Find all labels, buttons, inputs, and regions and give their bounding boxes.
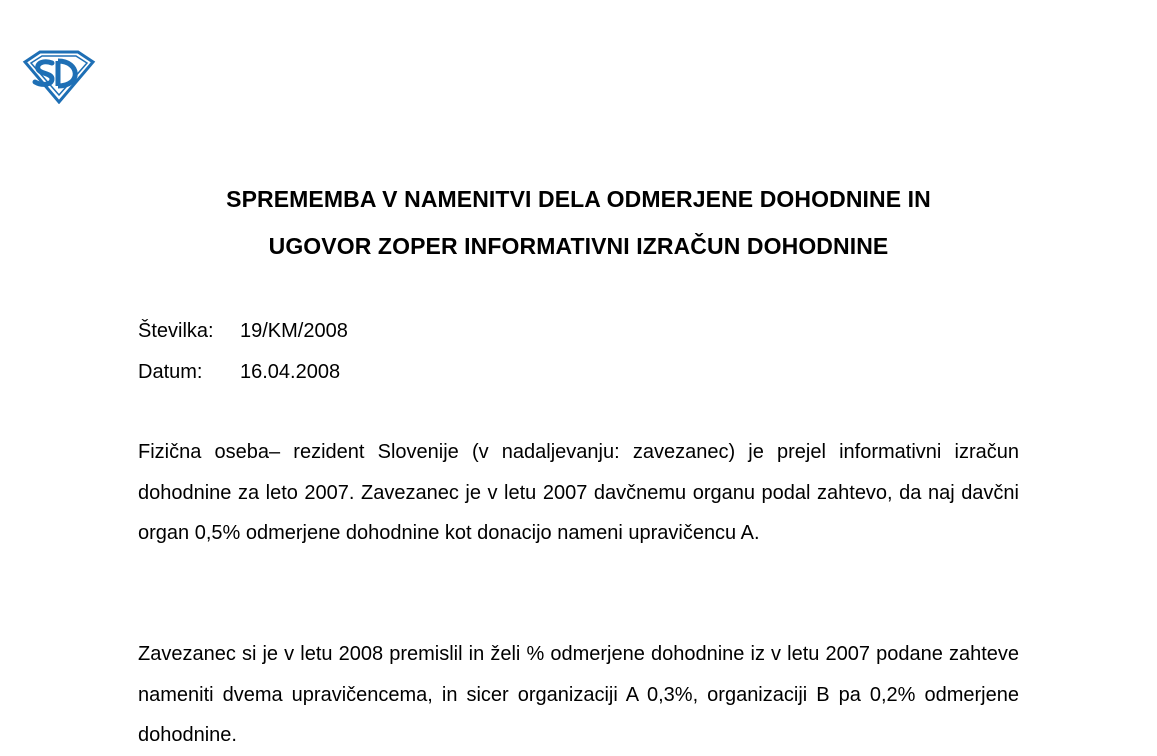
document-title-line-1: SPREMEMBA V NAMENITVI DELA ODMERJENE DOHODNINE IN xyxy=(226,186,931,212)
body-paragraph-2: Zavezanec si je v letu 2008 premislil in želi % odmerjene dohodnine iz v letu 2007 podane zahteve nameniti dvema upravičencema, in sicer organizaciji A 0,3%, organizaciji B pa 0,2% odmerjene dohodnine. xyxy=(138,643,1019,746)
body-paragraph-1: Fizična oseba– rezident Slovenije (v nadaljevanju: zavezanec) je prejel informativni izračun dohodnine za leto 2007. Zavezanec je v letu 2007 davčnemu organu podal zahtevo, da naj davčni organ 0,5% odmerjene dohodnine kot donacijo nameni upravičencu A. xyxy=(138,441,1019,544)
document-date-value: 16.04.2008 xyxy=(240,361,341,383)
document-date-row xyxy=(138,361,340,384)
document-number-row xyxy=(138,320,348,343)
document-title-line-2: UGOVOR ZOPER INFORMATIVNI IZRAČUN DOHODNINE xyxy=(268,233,889,259)
document-date-label: Datum: xyxy=(138,361,203,383)
sd-logo-icon xyxy=(22,50,96,104)
document-number-value: 19/KM/2008 xyxy=(240,320,348,342)
document-number-label: Številka: xyxy=(138,320,214,342)
